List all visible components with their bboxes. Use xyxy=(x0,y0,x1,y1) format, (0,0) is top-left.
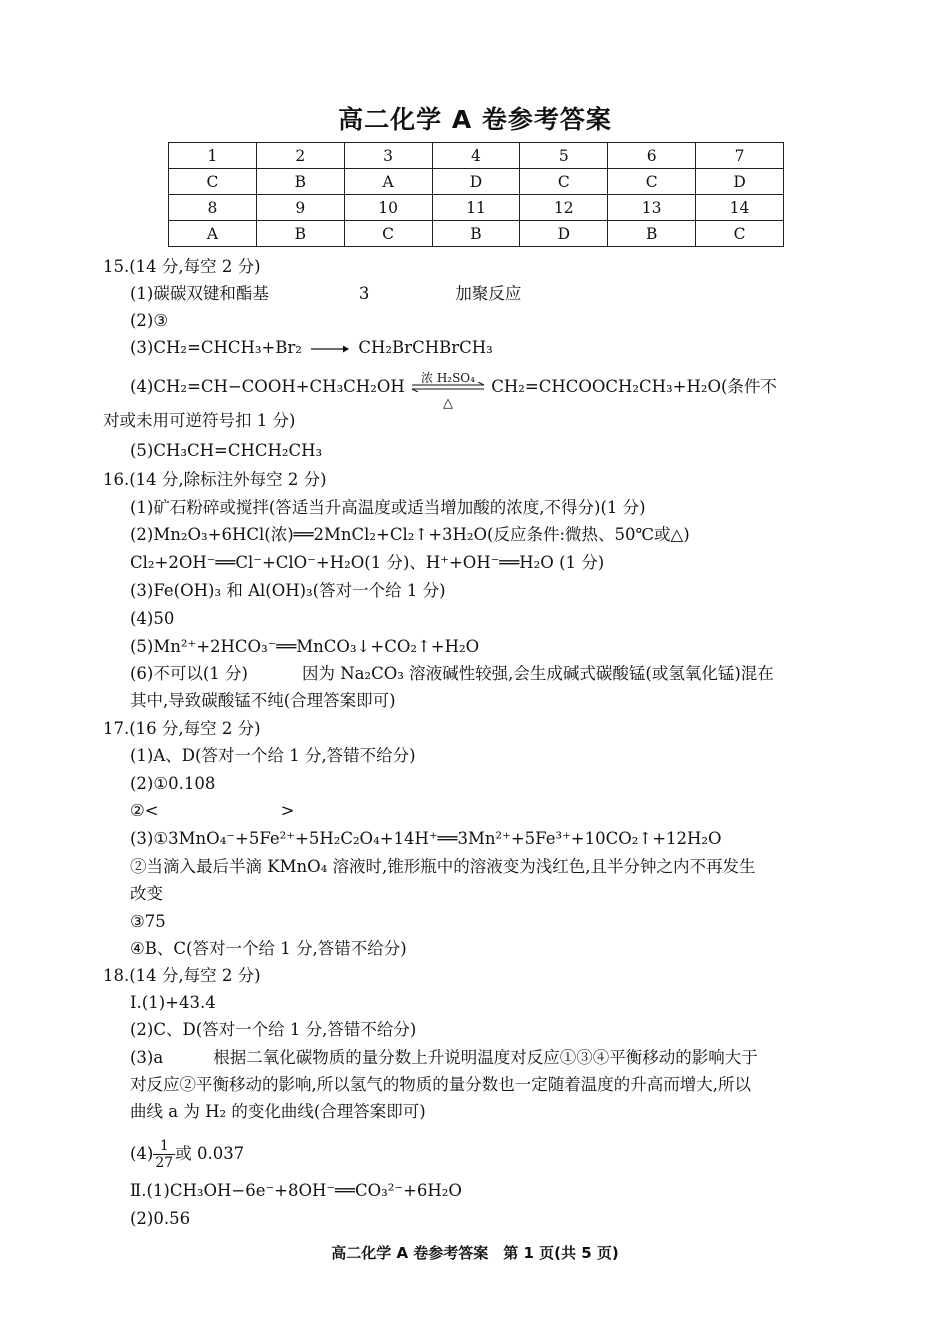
q17-answer-2b xyxy=(130,800,294,822)
q18-part1-answer-1: Ⅰ.(1)+43.4 xyxy=(130,993,216,1012)
fraction xyxy=(153,1138,175,1171)
q18-part1-answer-3-cont2: 曲线 a 为 H₂ 的变化曲线(合理答案即可) xyxy=(130,1102,426,1121)
table-cell: 7 xyxy=(696,143,784,169)
q17-answer-3e: ④B、C(答对一个给 1 分,答错不给分) xyxy=(130,939,407,958)
q15-3-product: CH₂BrCHBrCH₃ xyxy=(358,338,493,357)
q17-answer-3c: 改变 xyxy=(130,884,163,903)
reversible-arrow xyxy=(410,370,486,411)
q16-6-part-b: 因为 Na₂CO₃ 溶液碱性较强,会生成碱式碳酸锰(或氢氧化锰)混在 xyxy=(302,664,774,683)
table-cell: D xyxy=(696,169,784,195)
q18-part1-answer-2: (2)C、D(答对一个给 1 分,答错不给分) xyxy=(130,1020,417,1039)
q15-answer-2: (2)③ xyxy=(130,311,169,330)
table-cell: 10 xyxy=(344,195,432,221)
q17-answer-1: (1)A、D(答对一个给 1 分,答错不给分) xyxy=(130,746,416,765)
table-cell: B xyxy=(256,169,344,195)
q18-part2-answer-1: Ⅱ.(1)CH₃OH−6e⁻+8OH⁻══CO₃²⁻+6H₂O xyxy=(130,1181,462,1200)
table-cell: 11 xyxy=(432,195,520,221)
q18-4-prefix: (4) xyxy=(130,1144,154,1163)
q15-4-products: CH₂=CHCOOCH₂CH₃+H₂O(条件不 xyxy=(491,377,777,396)
table-cell: 5 xyxy=(520,143,608,169)
table-cell: 3 xyxy=(344,143,432,169)
table-cell: C xyxy=(344,221,432,247)
q16-answer-2b: Cl₂+2OH⁻══Cl⁻+ClO⁻+H₂O(1 分)、H⁺+OH⁻══H₂O (1 分) xyxy=(130,553,605,572)
q15-answer-5: (5)CH₃CH=CHCH₂CH₃ xyxy=(130,441,323,460)
table-cell: 1 xyxy=(169,143,257,169)
q15-answer-3 xyxy=(130,337,493,359)
table-cell: C xyxy=(608,169,696,195)
table-cell: A xyxy=(169,221,257,247)
reversible-arrow-icon xyxy=(410,382,486,392)
q16-answer-6-cont: 其中,导致碳酸锰不纯(合理答案即可) xyxy=(130,691,396,710)
q18-4-suffix: 或 0.037 xyxy=(175,1144,245,1163)
q17-header: 17.(16 分,每空 2 分) xyxy=(103,719,261,738)
table-cell: 9 xyxy=(256,195,344,221)
table-row xyxy=(169,195,784,221)
q16-answer-1: (1)矿石粉碎或搅拌(答适当升高温度或适当增加酸的浓度,不得分)(1 分) xyxy=(130,498,646,517)
table-cell: C xyxy=(169,169,257,195)
table-cell: 4 xyxy=(432,143,520,169)
q16-answer-4: (4)50 xyxy=(130,609,175,628)
table-row xyxy=(169,143,784,169)
fraction-denominator: 27 xyxy=(155,1155,174,1171)
table-cell: B xyxy=(432,221,520,247)
q18-part2-answer-2: (2)0.56 xyxy=(130,1209,191,1228)
table-cell: 12 xyxy=(520,195,608,221)
table-row xyxy=(169,169,784,195)
table-cell: A xyxy=(344,169,432,195)
q18-part1-answer-4 xyxy=(130,1138,244,1171)
q15-1-part-b: 3 xyxy=(358,284,370,303)
table-cell: B xyxy=(608,221,696,247)
fraction-numerator: 1 xyxy=(153,1138,175,1155)
q16-answer-3: (3)Fe(OH)₃ 和 Al(OH)₃(答对一个给 1 分) xyxy=(130,581,446,600)
q15-3-reactants: (3)CH₂=CHCH₃+Br₂ xyxy=(130,338,302,357)
q16-6-part-a: (6)不可以(1 分) xyxy=(130,664,248,683)
q17-answer-3a: (3)①3MnO₄⁻+5Fe²⁺+5H₂C₂O₄+14H⁺══3Mn²⁺+5Fe³⁺+10CO₂↑+12H₂O xyxy=(130,829,722,848)
table-cell: C xyxy=(520,169,608,195)
q17-2b-part-1: ②< xyxy=(130,801,159,820)
q15-4-condition-top: 浓 H₂SO₄ xyxy=(421,370,475,385)
q15-1-part-a: (1)碳碳双键和酯基 xyxy=(130,284,269,303)
q17-2b-part-2: > xyxy=(280,801,295,820)
reaction-arrow-icon xyxy=(311,344,349,354)
table-cell: B xyxy=(256,221,344,247)
q15-answer-1 xyxy=(130,283,521,305)
page-title: 高二化学 A 卷参考答案 xyxy=(338,105,612,134)
table-cell: D xyxy=(432,169,520,195)
q18-part1-answer-3 xyxy=(130,1047,758,1069)
q16-answer-6 xyxy=(130,663,774,685)
table-cell: 2 xyxy=(256,143,344,169)
q16-header: 16.(14 分,除标注外每空 2 分) xyxy=(103,470,327,489)
q17-answer-2a: (2)①0.108 xyxy=(130,774,216,793)
q18-part1-answer-3-cont: 对反应②平衡移动的影响,所以氢气的物质的量分数也一定随着温度的升高而增大,所以 xyxy=(130,1075,751,1094)
q15-1-part-c: 加聚反应 xyxy=(455,284,522,303)
table-cell: 8 xyxy=(169,195,257,221)
table-row xyxy=(169,221,784,247)
table-cell: 6 xyxy=(608,143,696,169)
q15-answer-4 xyxy=(130,370,777,411)
q17-answer-3b: ②当滴入最后半滴 KMnO₄ 溶液时,锥形瓶中的溶液变为浅红色,且半分钟之内不再发生 xyxy=(130,857,756,876)
table-cell: 13 xyxy=(608,195,696,221)
table-cell: C xyxy=(696,221,784,247)
q16-answer-5: (5)Mn²⁺+2HCO₃⁻══MnCO₃↓+CO₂↑+H₂O xyxy=(130,637,480,656)
q17-answer-3d: ③75 xyxy=(130,912,166,931)
q18-header: 18.(14 分,每空 2 分) xyxy=(103,966,261,985)
q18-3-part-a: (3)a xyxy=(130,1048,164,1067)
q16-answer-2: (2)Mn₂O₃+6HCl(浓)══2MnCl₂+Cl₂↑+3H₂O(反应条件:微热、50℃或△) xyxy=(130,525,690,544)
table-cell: D xyxy=(520,221,608,247)
q15-4-condition-bottom: △ xyxy=(442,395,453,411)
table-cell: 14 xyxy=(696,195,784,221)
q15-4-reactants: (4)CH₂=CH−COOH+CH₃CH₂OH xyxy=(130,377,405,396)
answer-table xyxy=(168,142,784,247)
q18-3-part-b: 根据二氧化碳物质的量分数上升说明温度对反应①③④平衡移动的影响大于 xyxy=(213,1048,758,1067)
q15-answer-4-note: 对或未用可逆符号扣 1 分) xyxy=(103,411,296,430)
page-footer: 高二化学 A 卷参考答案 第 1 页(共 5 页) xyxy=(331,1244,619,1262)
q15-header: 15.(14 分,每空 2 分) xyxy=(103,257,261,276)
